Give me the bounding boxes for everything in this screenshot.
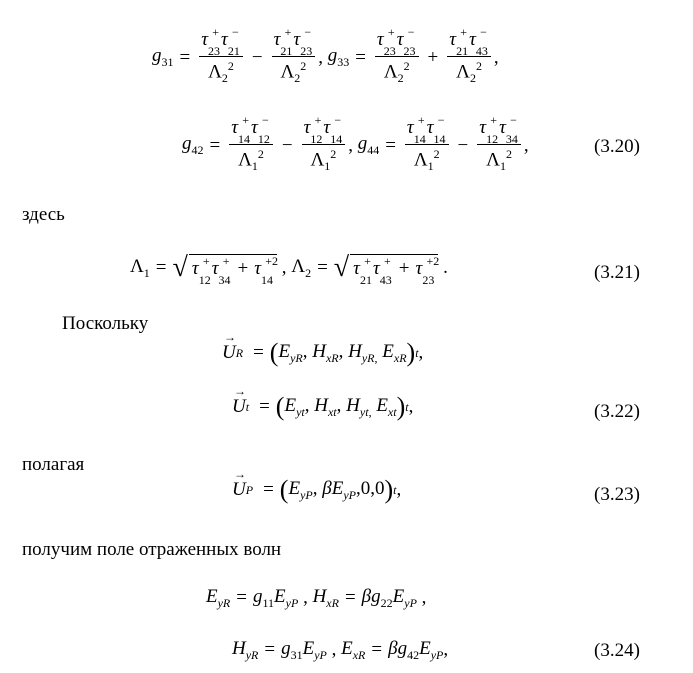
equation-number-3-21: (3.21): [594, 262, 640, 283]
equation-number-3-22: (3.22): [594, 401, 640, 422]
equation-u-p: → U P = ( $E_{yP}$, $\beta E_{yP},0,0$ ) t ,: [232, 477, 401, 503]
text-obtain: получим поле отраженных волн: [22, 539, 282, 560]
equation-eyr-hxr: $E_{yR}$ = $g_{11}E_{yP}$ , $H_{xR}$ = $\beta g_{22}E_{yP}$ ,: [206, 586, 427, 610]
equation-lambda: $\Lambda_1$ = √ τ + $_{12}$τ + $_{34}$+ τ +2 $_{14}$ , $\Lambda_2$ = √ τ + $_{21}$τ + $_{43}$+ τ +2 $_{23}$ .: [130, 252, 448, 287]
text-assuming: полагая: [22, 454, 85, 475]
equation-g31-g33: $g_{31}$ = τ + $_{23}$τ − $_{21}$ $\Lambda_2^2$ − τ + $_{21}$τ − $_{23}$ $\Lambda_2^2$ , $g_{33}$ = τ + $_{23}$τ − $_{23}$ $\Lambda_2^2$ + τ + $_{21}$τ − $_{43}$ $\Lambda_2^2$ ,: [152, 25, 499, 86]
equation-number-3-24: (3.24): [594, 640, 640, 661]
equation-g42-g44: $g_{42}$ = τ + $_{14}$τ − $_{12}$ $\Lambda_1^2$ − τ + $_{12}$τ − $_{14}$ $\Lambda_1^2$ , $g_{44}$ = τ + $_{14}$τ − $_{14}$ $\Lambda_1^2$ − τ + $_{12}$τ − $_{34}$ $\Lambda_1^2$ ,: [182, 113, 529, 174]
equation-u-r: → U R = ( $E_{yR}$, $H_{xR}$, $H_{yR,}$ $E_{xR}$ ) t ,: [222, 340, 423, 366]
equation-number-3-23: (3.23): [594, 484, 640, 505]
equation-number-3-20: (3.20): [594, 136, 640, 157]
equation-hyr-exr: $H_{yR}$ = $g_{31}E_{yP}$ , $E_{xR}$ = $\beta g_{42}E_{yP}$ ,: [232, 638, 449, 662]
text-since: Поскольку: [62, 313, 149, 334]
equation-u-t: → U t = ( $E_{yt}$, $H_{xt}$, $H_{yt,}$ $E_{xt}$ ) t ,: [232, 394, 413, 420]
text-here: здесь: [22, 204, 65, 225]
